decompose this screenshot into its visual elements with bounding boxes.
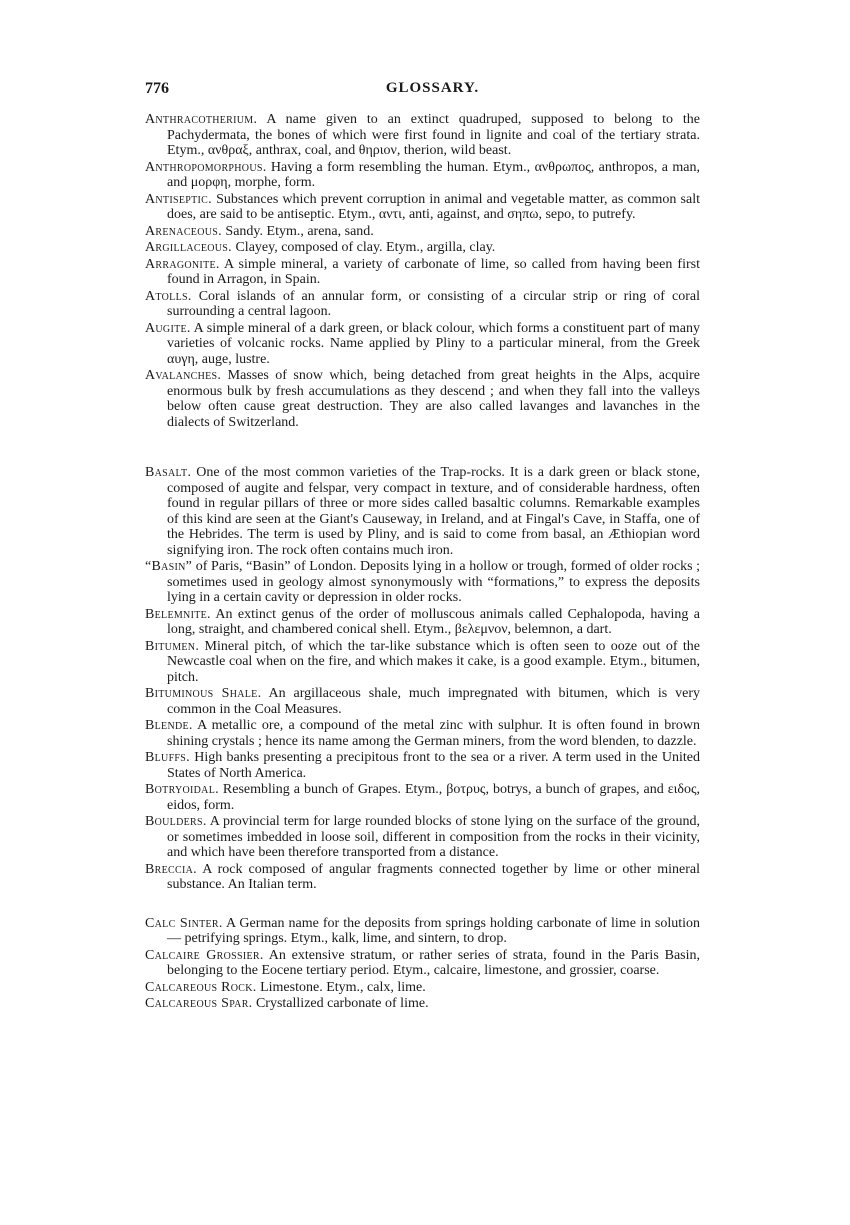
glossary-entry [145,160,700,191]
glossary-entry [145,862,700,893]
glossary-entry [145,465,700,558]
glossary-entries [145,112,700,1012]
entry-definition: Clayey, composed of clay. Etym., argilla, clay. [231,240,496,255]
glossary-entry [145,240,700,256]
entry-definition: A metallic ore, a compound of the metal zinc with sulphur. It is often found in brown shining crystals ; hence its name among the German miners, from the word blenden, to dazzle. [167,718,700,749]
entry-definition: High banks presenting a precipitous front to the sea or a river. A term used in the United States of North America. [167,750,700,781]
entry-term: Argillaceous. [145,240,232,255]
entry-term: Arragonite. [145,256,220,272]
entry-term: Anthropomorphous. [145,159,267,175]
entry-term: Boulders. [145,814,207,829]
entry-term: Basalt. [145,465,192,480]
entry-term: Augite. [145,320,191,336]
entry-definition: An extensive stratum, or rather series of strata, found in the Paris Basin, belonging to the Eocene tertiary period. Etym., calcaire, limestone, and grossier, coarse. [167,947,701,978]
entry-definition: Masses of snow which, being detached from great heights in the Alps, acquire enormous bulk by fresh accumulations as they descend ; and when they fall into the valleys below often cause great destruction. They are also called lavanges and lavanches in the dialects of Switzerland. [167,368,700,430]
entry-definition: A German name for the deposits from springs holding carbonate of lime in solution — petrifying springs. Etym., kalk, lime, and sintern, to drop. [167,915,700,946]
entry-term: Calc Sinter. [145,915,223,931]
running-head: GLOSSARY. [385,80,480,96]
group-spacer [145,431,700,465]
entry-definition: Resembling a bunch of Grapes. Etym., βοτρυς, botrys, a bunch of grapes, and ειδος, eidos, form. [167,782,700,813]
glossary-entry [145,112,700,159]
entry-term: “Basin” [145,559,193,574]
entry-definition: of Paris, “Basin” of London. Deposits lying in a hollow or trough, formed of older rocks ; sometimes used in geology almost synonymously with “formations,” to express the deposits lying in a certain cavity or depression in older rocks. [167,559,700,605]
group-spacer [145,894,700,916]
glossary-entry [145,559,700,606]
glossary-entry [145,224,700,240]
page-number: 776 [145,80,169,97]
glossary-entry [145,948,700,979]
entry-term: Bluffs. [145,750,190,765]
glossary-entry [145,192,700,223]
glossary-entry [145,980,700,996]
entry-term: Calcareous Rock. [145,979,257,995]
entry-definition: A rock composed of angular fragments connected together by lime or other mineral substance. An Italian term. [167,861,700,892]
glossary-entry [145,916,700,947]
entry-definition: Limestone. Etym., calx, lime. [256,979,426,995]
entry-term: Anthracotherium. [145,112,258,127]
entry-term: Arenaceous. [145,223,222,239]
entry-definition: One of the most common varieties of the Trap-rocks. It is a dark green or black stone, composed of augite and felspar, very compact in texture, and of considerable hardness, often found in regular pillars of three or more sides called basaltic columns. Remarkable examples of this kind are seen at the Giant's Causeway, in Ireland, and at Fingal's Cave, in Staffa, one of the Hebrides. The term is used by Pliny, and is said to come from basal, an Æthiopian word signifying iron. The rock often contains much iron. [167,465,700,558]
entry-definition: A simple mineral, a variety of carbonate of lime, so called from having been first found in Arragon, in Spain. [167,256,700,287]
entry-definition: A name given to an extinct quadruped, supposed to belong to the Pachydermata, the bones of which were first found in lignite and coal of the tertiary strata. Etym., ανθραξ, anthrax, coal, and θηριον, therion, wild beast. [167,112,700,158]
entry-definition: Coral islands of an annular form, or consisting of a circular strip or ring of coral surrounding a central lagoon. [167,288,700,319]
glossary-entry [145,368,700,430]
entry-definition: An extinct genus of the order of molluscous animals called Cephalopoda, having a long, straight, and chambered conical shell. Etym., βελεμνον, belemnon, a dart. [167,606,700,637]
glossary-entry [145,814,700,861]
entry-term: Belemnite. [145,606,211,622]
entry-term: Botryoidal. [145,782,219,797]
entry-definition: An argillaceous shale, much impregnated with bitumen, which is very common in the Coal Measures. [167,686,701,717]
entry-definition: Sandy. Etym., arena, sand. [221,223,374,239]
glossary-entry [145,607,700,638]
entry-term: Bituminous Shale. [145,686,262,701]
glossary-entry [145,718,700,749]
glossary-entry [145,321,700,368]
entry-term: Breccia. [145,861,197,877]
entry-term: Antiseptic. [145,191,212,207]
entry-definition: Mineral pitch, of which the tar-like substance which is often seen to ooze out of the Newcastle coal when on the fire, and which makes it cake, is a good example. Etym., bitumen, pitch. [167,638,700,685]
glossary-entry [145,782,700,813]
entry-definition: A provincial term for large rounded blocks of stone lying on the surface of the ground, or sometimes imbedded in loose soil, different in composition from the rocks in their vicinity, and which have been therefore transported from a distance. [167,814,700,860]
entry-term: Atolls. [145,288,192,304]
glossary-entry [145,686,700,717]
entry-term: Bitumen. [145,638,200,654]
entry-definition: A simple mineral of a dark green, or black colour, which forms a constituent part of many varieties of volcanic rocks. Name applied by Pliny to a particular mineral, from the Greek αυγη, auge, lustre. [167,320,700,367]
entry-term: Calcaire Grossier. [145,947,264,963]
page-header [145,80,700,106]
glossary-entry [145,639,700,686]
glossary-entry [145,750,700,781]
glossary-entry [145,289,700,320]
entry-definition: Substances which prevent corruption in animal and vegetable matter, as common salt does, are said to be antiseptic. Etym., αντι, anti, against, and σηπω, sepo, to putrefy. [167,191,700,222]
entry-definition: Having a form resembling the human. Etym., ανθρωπος, anthropos, a man, and μορφη, morphe, form. [167,159,700,190]
entry-term: Avalanches. [145,368,222,383]
glossary-entry [145,996,700,1012]
glossary-entry [145,257,700,288]
entry-definition: Crystallized carbonate of lime. [252,996,429,1011]
entry-term: Calcareous Spar. [145,996,253,1011]
entry-term: Blende. [145,718,193,733]
